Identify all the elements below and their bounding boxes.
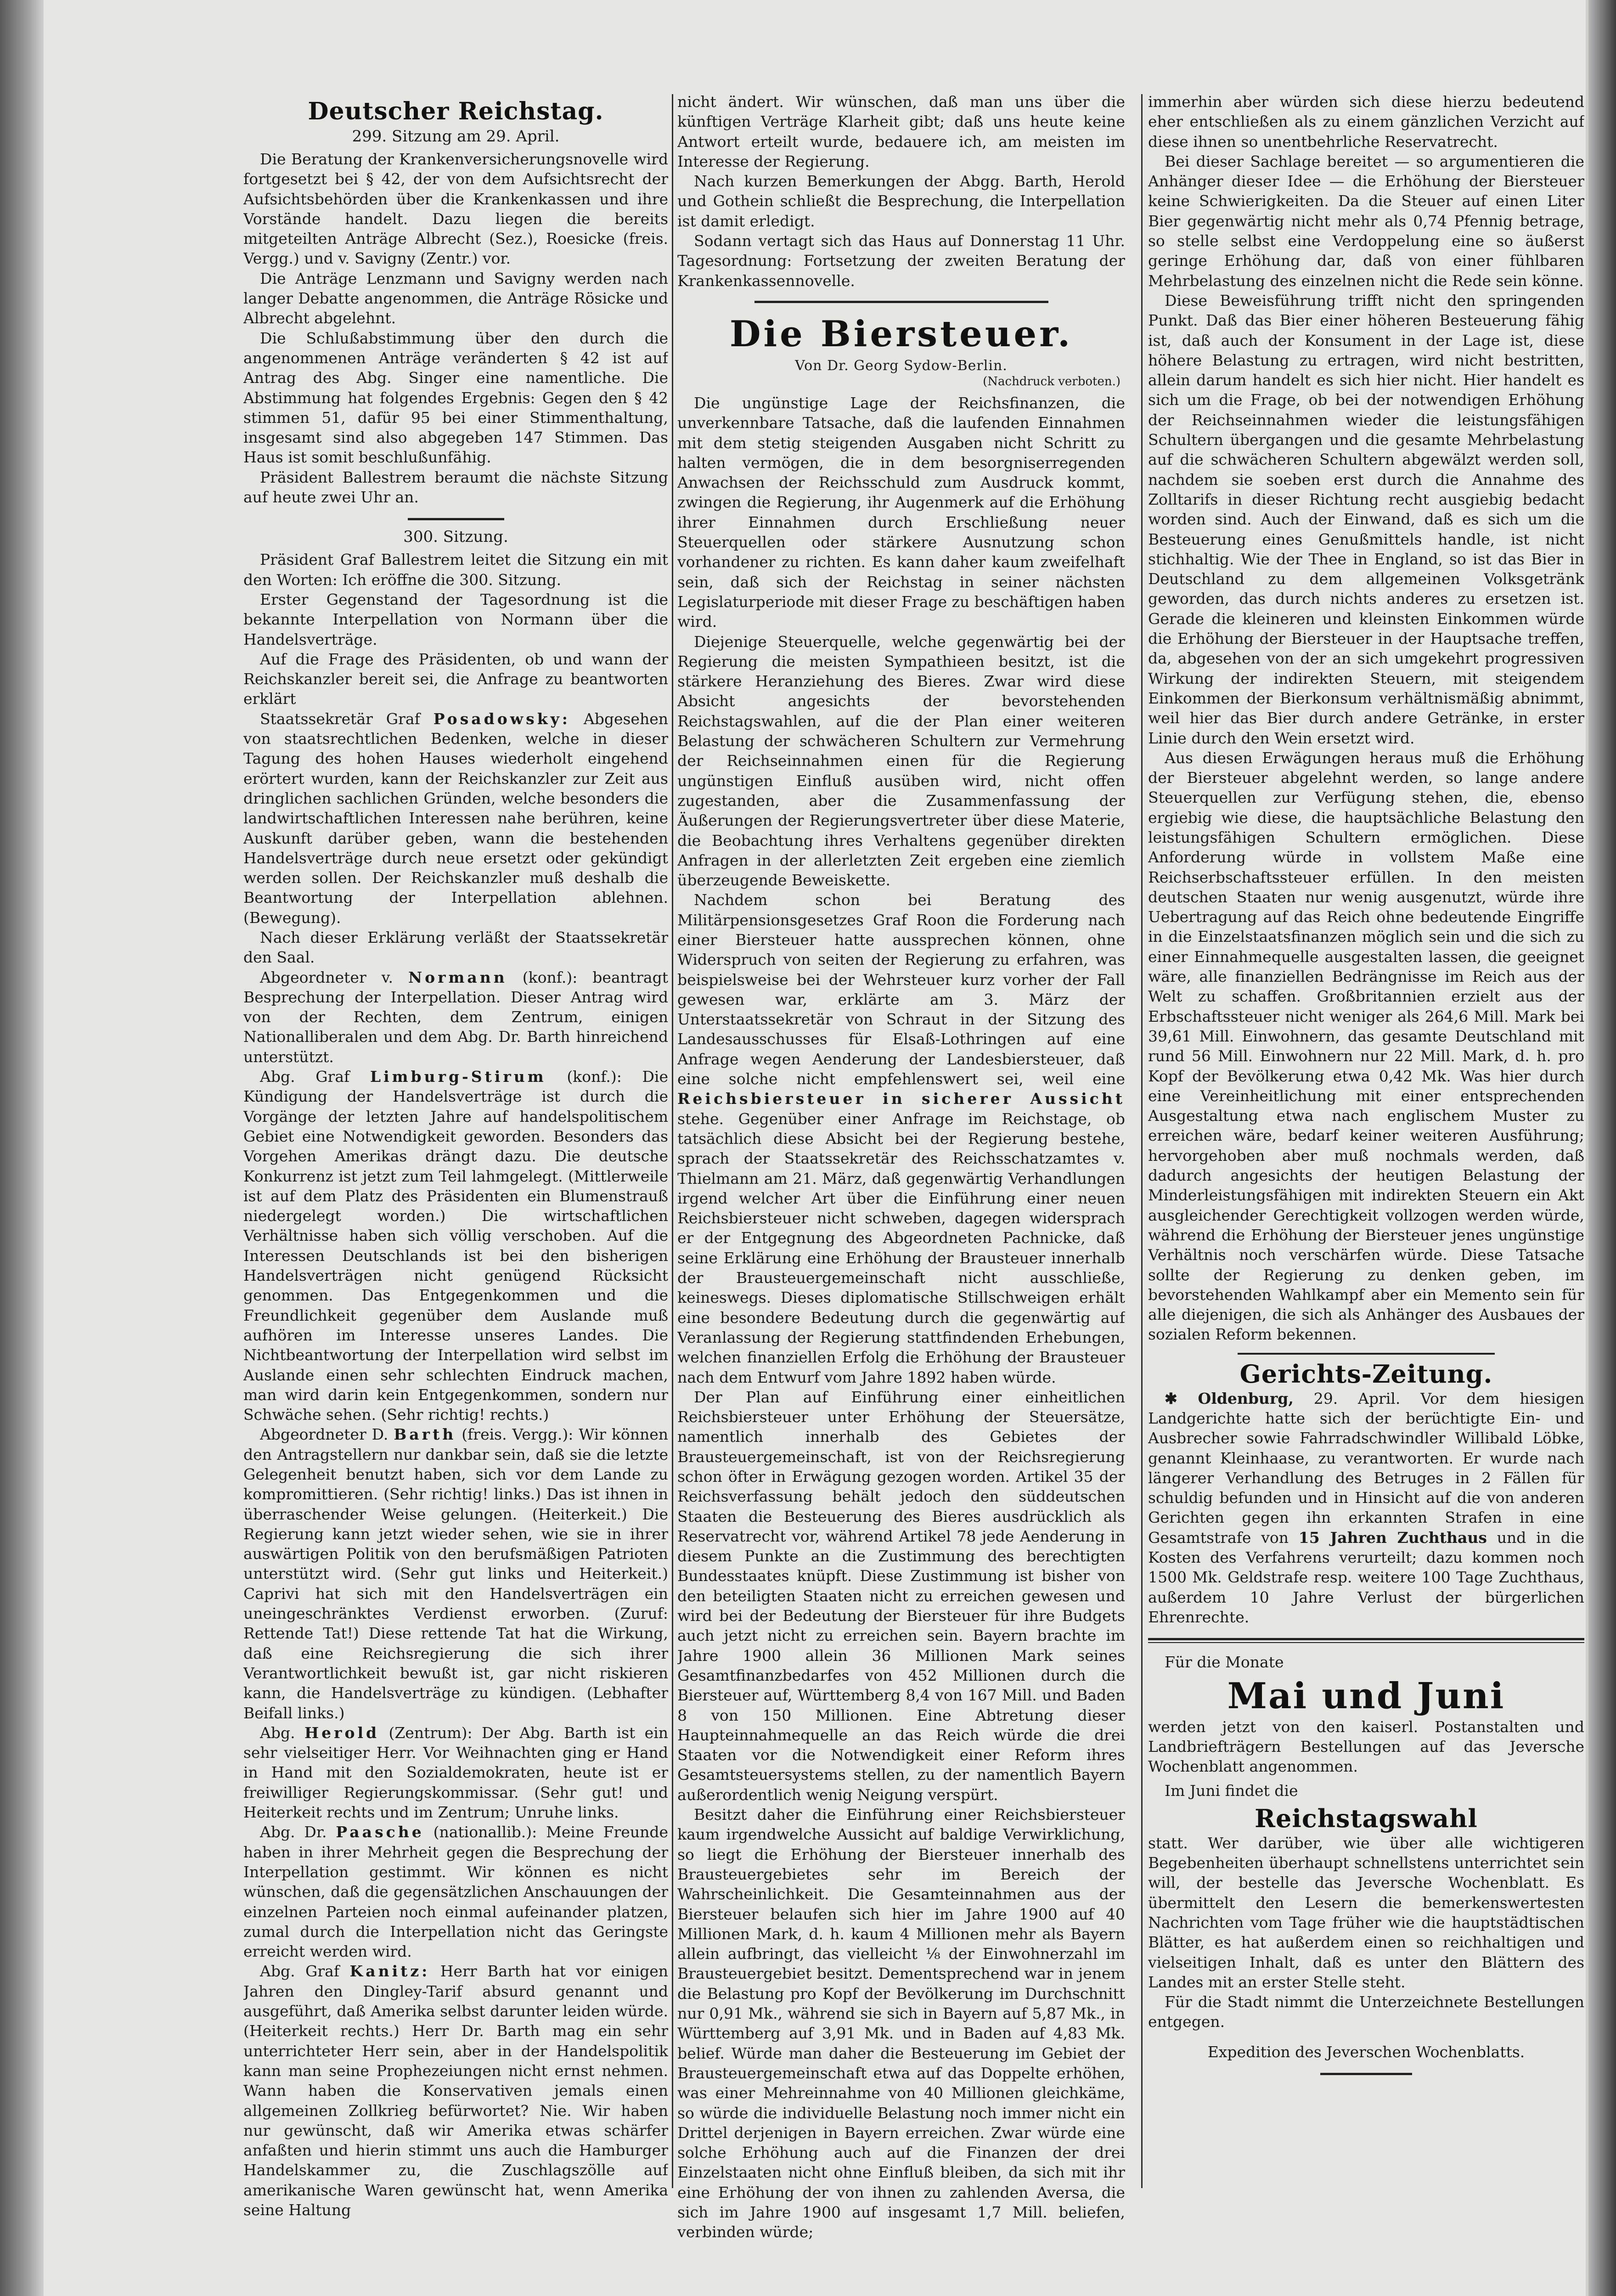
- paragraph: Präsident Graf Ballestrem leitet die Sitzung ein mit den Worten: Ich eröffne die 300. Sitzung.: [243, 551, 668, 589]
- paragraph: Die ungünstige Lage der Reichsfinanzen, die unverkennbare Tatsache, daß die laufenden Einnahmen mit dem stetig steigenden Ausgaben nicht Schritt zu halten vermögen, die in dem besorgniserregenden Anwachsen der Reichsschuld zum Ausdruck kommt, zwingen die Regierung, ihr Augenmerk auf die Erhöhung ihrer Einnahmen durch Erschließung neuer Steuerquellen oder stärkere Ausnutzung schon vorhandener zu richten. Es kann daher kaum zweifelhaft sein, daß sich der Reichstag in seiner nächsten Legislaturperiode mit dieser Frage zu beschäftigen haben wird.: [677, 394, 1125, 631]
- paragraph: Abg. Graf Kanitz: Herr Barth hat vor einigen Jahren den Dingley-Tarif absurd genannt und ausgeführt, daß Amerika selbst darunter leiden würde. (Heiterkeit rechts.) Herr Dr. Barth mag ein sehr unterrichteter Herr sein, aber in der Handelspolitik kann man seine Prophezeiungen nicht ernst nehmen. Wann haben die Konservativen jemals einen allgemeinen Zollkrieg befürwortet? Nie. Wir haben nur gewünscht, daß wir Amerika etwas schärfer anfaßten und hierin stimmt uns auch die Hamburger Handelskammer zu, die Zuschlagszölle auf amerikanische Waren gewünscht hat, wenn Amerika seine Haltung: [243, 1962, 668, 2219]
- separator: [408, 518, 504, 520]
- separator: [1238, 1353, 1495, 1355]
- paragraph: werden jetzt von den kaiserl. Postanstalten und Landbriefträgern Bestellungen auf das Jeversche Wochenblatt angenommen.: [1148, 1717, 1584, 1776]
- paragraph: Besitzt daher die Einführung einer Reichsbiersteuer kaum irgendwelche Aussicht auf baldige Verwirklichung, so liegt die Erhöhung der Biersteuer innerhalb des Brausteuergebietes sehr im Bereich der Wahrscheinlichkeit. Die Gesamteinnahmen aus der Biersteuer belaufen sich hier im Jahre 1900 auf 40 Millionen Mark, d. h. kaum 4 Millionen mehr als Bayern allein aufbringt, das vielleicht ⅛ der Einwohnerzahl im Brausteuergebiet besitzt. Dementsprechend war in jenem die Belastung pro Kopf der Bevölkerung im Durchschnitt nur 0,91 Mk., während sie sich in Bayern auf 5,87 Mk., in Württemberg auf 3,91 Mk. und in Baden auf 4,83 Mk. belief. Würde man daher die Besteuerung im Gebiet der Brausteuergemeinschaft etwa auf das Doppelte erhöhen, was einer Mehreinnahme von 40 Millionen gleichkäme, so würde die individuelle Belastung noch immer nicht ein Drittel derjenigen in Bayern erreichen. Zwar würde eine solche Erhöhung auch auf die Finanzen der drei Einzelstaaten nicht ohne Einfluß bleiben, da sich mit ihr eine Erhöhung der von ihnen zu zahlenden Aversa, die sich im Jahre 1900 auf insgesamt 1,7 Mill. beliefen, verbinden würde;: [677, 1806, 1125, 2241]
- paragraph: Auf die Frage des Präsidenten, ob und wann der Reichskanzler bereit sei, die Anfrage zu beantworten erklärt: [243, 650, 668, 708]
- paragraph: Aus diesen Erwägungen heraus muß die Erhöhung der Biersteuer abgelehnt werden, so lange andere Steuerquellen zur Verfügung stehen, die, ebenso ergiebig wie diese, die hauptsächliche Belastung den leistungsfähigen Schultern ermöglichen. Diese Anforderung würde in vollstem Maße eine Reichserbschaftssteuer erfüllen. In den meisten deutschen Staaten nur wenig ausgenutzt, würde ihre Uebertragung auf das Reich ohne bedeutende Eingriffe in die Einzelstaatsfinanzen möglich sein und die sich zu einer Einnahmequelle ausgestalten lassen, die geeignet wäre, alle finanziellen Bedrängnisse im Reich aus der Welt zu schaffen. Großbritannien erzielt aus der Erbschaftssteuer nicht weniger als 264,6 Mill. Mark bei 39,61 Mill. Einwohnern, das gesamte Deutschland mit rund 56 Mill. Einwohnern nur 22 Mill. Mark, d. h. pro Kopf der Bevölkerung etwa 0,42 Mk. Was hier durch eine Vereinheitlichung mit einer entsprechenden Ausgestaltung etwa nach englischem Muster zu erreichen wäre, bedarf keiner weiteren Ausführung; hervorgehoben aber muß nochmals werden, daß dadurch angesichts der heutigen Belastung der Minderleistungsfähigen mit indirekten Steuern ein Akt ausgleichender Gerechtigkeit vollzogen werden würde, während die Erhöhung der Biersteuer jenes ungünstige Verhältnis noch verschärfen würde. Diese Tatsache sollte der Regierung zu denken geben, im bevorstehenden Wahlkampf aber ein Memento sein für alle diejenigen, die sich als Anhänger des Ausbaues der sozialen Reform bekennen.: [1148, 748, 1584, 1344]
- speaker-name: Posadowsky:: [433, 709, 570, 728]
- paragraph: Nach kurzen Bemerkungen der Abgg. Barth, Herold und Gothein schließt die Besprechung, die Interpellation ist damit erledigt.: [677, 172, 1125, 230]
- speaker-name: Kanitz:: [349, 1962, 430, 1981]
- ad-headline-reichstagswahl: Reichstagswahl: [1255, 1803, 1478, 1833]
- separator: [1148, 1638, 1584, 1643]
- separator: [755, 301, 1048, 303]
- column-1: [243, 92, 668, 2296]
- paragraph: Sodann vertagt sich das Haus auf Donnerstag 11 Uhr. Tagesordnung: Fortsetzung der zweiten Beratung der Krankenkassennovelle.: [677, 232, 1125, 290]
- separator: [1320, 2073, 1412, 2075]
- paragraph: Abg. Herold (Zentrum): Der Abg. Barth ist ein sehr vielseitiger Herr. Vor Weihnachten ging er Hand in Hand mit den Sozialdemokraten, heute ist er freiwilliger Regierungskommissar. (Sehr gut! und Heiterkeit rechts und im Zentrum; Unruhe links.: [243, 1723, 668, 1822]
- paragraph: Abg. Graf Limburg-Stirum (konf.): Die Kündigung der Handelsverträge ist durch die Vorgänge der letzten Jahre auf handelspolitischem Gebiet eine Notwendigkeit geworden. Besonders das Vorgehen Amerikas drängt dazu. Die deutsche Konkurrenz ist jetzt zum Teil lahmgelegt. (Mittlerweile ist auf dem Platz des Präsidenten ein Blumenstrauß niedergelegt worden.) Die wirtschaftlichen Verhältnisse haben sich völlig verschoben. Auf die Interessen Deutschlands ist bei den bisherigen Handelsverträgen nicht genügend Rücksicht genommen. Das Entgegenkommen und die Freundlichkeit gegenüber dem Auslande muß aufhören im Interesse unseres Landes. Die Nichtbeantwortung der Interpellation wird selbst im Auslande einen sehr schlechten Eindruck machen, man wird darin kein Entgegenkommen, sondern nur Schwäche sehen. (Sehr richtig! rechts.): [243, 1068, 668, 1424]
- paragraph: Nach dieser Erklärung verläßt der Staatssekretär den Saal.: [243, 928, 668, 967]
- paragraph: nicht ändert. Wir wünschen, daß man uns über die künftigen Verträge Klarheit gibt; daß uns heute keine Antwort erteilt wurde, bedauere ich, am meisten im Interesse der Regierung.: [677, 93, 1125, 170]
- ad-headline-mai-juni: Mai und Juni: [1227, 1675, 1505, 1717]
- column-3: [1148, 92, 1584, 2296]
- headline-reichstag: Deutscher Reichstag.: [308, 97, 604, 125]
- paragraph: Abgeordneter D. Barth (freis. Vergg.): Wir können den Antragstellern nur dankbar sein, daß sie die letzte Gelegenheit benutzt haben, sich vor dem Lande zu kompromittieren. (Sehr richtig! links.) Das ist ihnen in überraschender Weise gelungen. (Heiterkeit.) Die Regierung kann jetzt wieder sehen, wie sie in ihrer auswärtigen Politik von den berufsmäßigen Patrioten unterstützt wird. (Sehr gut links und Heiterkeit.) Caprivi hat sich mit den Handelsverträgen ein uneingeschränktes Verdienst erworben. (Zuruf: Rettende Tat!) Diese rettende Tat hat die Wirkung, daß eine Reichsregierung die sich ihrer Verantwortlichkeit bewußt ist, gar nicht riskieren kann, die Handelsverträge zu kündigen. (Lebhafter Beifall links.): [243, 1425, 668, 1722]
- paragraph: ✱ Oldenburg, 29. April. Vor dem hiesigen Landgerichte hatte sich der berüchtigte Ein- und Ausbrecher sowie Fahrradschwindler Willibald Löbke, genannt Kleinhaase, zu verantworten. Er wurde nach längerer Verhandlung des Betruges in 2 Fällen für schuldig befunden und in Hinsicht auf die von anderen Gerichten gegen ihn erkannten Strafen in eine Gesamtstrafe von 15 Jahren Zuchthaus und in die Kosten des Verfahrens verurteilt; dazu kommen noch 1500 Mk. Geldstrafe resp. weitere 100 Tage Zuchthaus, außerdem 10 Jahre Verlust der bürgerlichen Ehrenrechte.: [1148, 1389, 1584, 1626]
- ad-intro: Für die Monate: [1165, 1653, 1284, 1671]
- dateline: ✱ Oldenburg,: [1165, 1389, 1294, 1407]
- scan-shadow-right: [1588, 0, 1616, 2296]
- column-2: [677, 92, 1125, 2296]
- speaker-name: Limburg-Stirum: [370, 1068, 546, 1086]
- headline-gerichts-zeitung: Gerichts-Zeitung.: [1239, 1359, 1493, 1389]
- headline-biersteuer: Die Biersteuer.: [729, 313, 1073, 355]
- paragraph: Der Plan auf Einführung einer einheitlichen Reichsbiersteuer unter Erhöhung der Steuersätze, namentlich innerhalb des Gebietes der Brausteuergemeinschaft, ist von der Reichsregierung schon öfter in Erwägung gezogen worden. Artikel 35 der Reichsverfassung behält jedoch den süddeutschen Staaten die Besteuerung des Bieres ausdrücklich als Reservatrecht vor, während Artikel 78 jede Aenderung in diesem Punkte an die Zustimmung des berechtigten Bundesstaates knüpft. Diese Zustimmung ist bisher von den beteiligten Staaten nicht zu erreichen gewesen und wird bei der Bedeutung der Biersteuer für ihre Budgets auch jetzt nicht zu erreichen sein. Bayern brachte im Jahre 1900 allein 36 Millionen Mark seines Gesamtfinanzbedarfes von 452 Millionen durch die Biersteuer auf, Württemberg 8,4 von 167 Mill. und Baden 8 von 150 Millionen. Eine Abtretung dieser Haupteinnahmequelle an das Reich würde die drei Staaten vor die Notwendigkeit einer Reform ihres Gesamtsteuersystems stellen, zu der namentlich Bayern außerordentlich wenig Neigung verspürt.: [677, 1388, 1125, 1804]
- paragraph: Die Beratung der Krankenversicherungsnovelle wird fortgesetzt bei § 42, der von dem Aufsichtsrecht der Aufsichtsbehörden über die Krankenkassen und ihre Vorstände handelt. Dazu liegen die bereits mitgeteilten Anträge Albrecht (Sez.), Roesicke (freis. Vergg.) und v. Savigny (Zentr.) vor.: [243, 150, 668, 268]
- paragraph: Die Schlußabstimmung über den durch die angenommenen Anträge veränderten § 42 ist auf Antrag des Abg. Singer eine namentliche. Die Abstimmung hat folgendes Ergebnis: Gegen den § 42 stimmen 51, dafür 95 bei einer Stimmenthaltung, insgesamt sind also abgegeben 147 Stimmen. Das Haus ist somit beschlußunfähig.: [243, 329, 668, 467]
- newspaper-page: [44, 0, 1588, 2296]
- byline: Von Dr. Georg Sydow-Berlin.: [795, 357, 1008, 374]
- paragraph: Staatssekretär Graf Posadowsky: Abgesehen von staatsrechtlichen Bedenken, welche in dieser Tagung des hohen Hauses wiederholt eingehend erörtert wurden, kann der Reichskanzler zur Zeit aus dringlichen sachlichen Gründen, welche besonders die landwirtschaftlichen Interessen nahe berühren, keine Auskunft darüber geben, wann die bestehenden Handelsverträge durch neue ersetzt oder gekündigt werden sollen. Der Reichskanzler muß deshalb die Beantwortung der Interpellation ablehnen. (Bewegung).: [243, 709, 668, 927]
- session-299-subtitle: 299. Sitzung am 29. April.: [352, 127, 560, 146]
- reprint-notice: (Nachdruck verboten.): [983, 374, 1121, 388]
- paragraph: Diejenige Steuerquelle, welche gegenwärtig bei der Regierung die meisten Sympathieen besitzt, ist die stärkere Heranziehung des Bieres. Zwar wird diese Absicht angesichts der bevorstehenden Reichstagswahlen, auf die der Plan einer weiteren Belastung der schwächeren Schultern zur Vermehrung der Reichseinnahmen einen für die Regierung ungünstigen Einfluß ausüben wird, nicht offen zugestanden, aber die Zusammenfassung der Äußerungen der Regierungsvertreter über diese Materie, die Beobachtung ihres Verhaltens gegenüber direkten Anfragen in der allerletzten Zeit ergeben eine ziemlich überzeugende Beweiskette.: [677, 632, 1125, 889]
- column-rule: [1141, 94, 1143, 2188]
- speaker-name: Normann: [408, 968, 507, 986]
- paragraph: Für die Stadt nimmt die Unterzeichnete Bestellungen entgegen.: [1148, 1993, 1584, 2031]
- paragraph: statt. Wer darüber, wie über alle wichtigeren Begebenheiten überhaupt schnellstens unterrichtet sein will, der bestelle das Jeversche Wochenblatt. Es übermittelt den Lesern die bemerkenswertesten Nachrichten vom Tage früher wie die hauptstädtischen Blätter, es hat außerdem einen so reichhaltigen und vielseitigen Inhalt, daß es unter den Blättern des Landes mit an erster Stelle steht.: [1148, 1834, 1584, 1991]
- paragraph: Nachdem schon bei Beratung des Militärpensionsgesetzes Graf Roon die Forderung nach einer Biersteuer hatte aussprechen können, ohne Widerspruch von seiten der Regierung zu erfahren, was beispielsweise bei der Wehrsteuer kurz vorher der Fall gewesen war, erklärte am 3. März der Unterstaatssekretär von Schraut in der Sitzung des Landesausschusses für Elsaß-Lothringen auf eine Anfrage wegen Aenderung der Landesbiersteuer, daß eine solche nicht empfehlenswert sei, weil eine Reichsbiersteuer in sicherer Aussicht stehe. Gegenüber einer Anfrage im Reichstage, ob tatsächlich diese Absicht bei der Regierung bestehe, sprach der Staatssekretär des Reichsschatzamtes v. Thielmann am 21. März, daß gegenwärtig Verhandlungen irgend welcher Art über die Einführung einer neuen Reichsbiersteuer nicht schweben, dagegen widersprach er der Entgegnung des Abgeordneten Pachnicke, daß seine Erklärung eine Erhöhung der Brausteuer innerhalb der Brausteuergemeinschaft nicht ausschließe, keineswegs. Dieses diplomatische Stillschweigen erhält eine besondere Bedeutung durch die gegenwärtig auf Veranlassung der Regierung stattfindenden Erhebungen, welchen finanziellen Erfolg die Erhöhung der Brausteuer nach dem Entwurf vom Jahre 1892 haben würde.: [677, 891, 1125, 1386]
- paragraph: Diese Beweisführung trifft nicht den springenden Punkt. Daß das Bier einer höheren Besteuerung fähig ist, daß auch der Konsument in der Lage ist, diese höhere Belastung zu ertragen, wird nicht bestritten, allein darum handelt es sich hier nicht. Hier handelt es sich um die Frage, ob bei der notwendigen Erhöhung der Reichseinnahmen wieder die leistungsfähigen Schultern übergangen und die gesamte Mehrbelastung auf die schwächeren Schultern abgewälzt werden soll, nachdem sie soeben erst durch die Annahme des Zolltarifs in dieser Richtung recht ausgiebig bedacht worden sind. Auch der Einwand, daß es sich um die Besteuerung eines Genußmittels handle, ist nicht stichhaltig. Wie der Thee in England, so ist das Bier in Deutschland zu dem allgemeinen Volksgetränk geworden, das durch nichts anderes zu ersetzen ist. Gerade die kleineren und kleinsten Einkommen würde die Erhöhung der Biersteuer in der Hauptsache treffen, da, abgesehen von der an sich umgekehrt progressiven Wirkung der indirekten Steuern, mit steigendem Einkommen der Bierkonsum verhältnismäßig abnimmt, weil hier das Bier durch andere Getränke, in erster Linie durch den Wein ersetzt wird.: [1148, 291, 1584, 747]
- speaker-name: Herold: [304, 1723, 380, 1742]
- paragraph: Im Juni findet die: [1165, 1782, 1298, 1800]
- speaker-name: Paasche: [336, 1823, 424, 1841]
- signature: Expedition des Jeverschen Wochenblatts.: [1207, 2043, 1525, 2061]
- paragraph: Bei dieser Sachlage bereitet — so argumentieren die Anhänger dieser Idee — die Erhöhung der Biersteuer keine Schwierigkeiten. Da die Steuer auf einen Liter Bier gegenwärtig nicht mehr als 0,74 Pfennig betrage, so stelle selbst eine Verdoppelung eine so äußerst geringe Erhöhung dar, daß von einer fühlbaren Mehrbelastung des einzelnen nicht die Rede sein könne.: [1148, 152, 1584, 290]
- scan-shadow-left: [0, 0, 44, 2296]
- paragraph: Präsident Ballestrem beraumt die nächste Sitzung auf heute zwei Uhr an.: [243, 468, 668, 506]
- paragraph: Abgeordneter v. Normann (konf.): beantragt Besprechung der Interpellation. Dieser Antrag wird von der Rechten, dem Zentrum, einigen Nationalliberalen und dem Abg. Dr. Barth hinreichend unterstützt.: [243, 968, 668, 1066]
- paragraph: Abg. Dr. Paasche (nationallib.): Meine Freunde haben in ihrer Mehrheit gegen die Besprechung der Interpellation gestimmt. Wir können es nicht wünschen, daß die gegensätzlichen Anschauungen der einzelnen Parteien noch einmal aufeinander platzen, zumal durch die Interpellation nicht das Geringste erreicht werden wird.: [243, 1823, 668, 1961]
- paragraph: Erster Gegenstand der Tagesordnung ist die bekannte Interpellation von Normann über die Handelsverträge.: [243, 590, 668, 648]
- emphasis: Reichsbiersteuer in sicherer Aussicht: [677, 1090, 1125, 1108]
- column-rule: [672, 94, 673, 2188]
- paragraph: immerhin aber würden sich diese hierzu bedeutend eher entschließen als zu einem gänzlichen Verzicht auf diese ihnen so unentbehrliche Reservatrecht.: [1148, 93, 1584, 151]
- paragraph: Die Anträge Lenzmann und Savigny werden nach langer Debatte angenommen, die Anträge Rösicke und Albrecht abgelehnt.: [243, 269, 668, 327]
- session-300-subtitle: 300. Sitzung.: [403, 528, 508, 546]
- speaker-name: Barth: [394, 1425, 456, 1444]
